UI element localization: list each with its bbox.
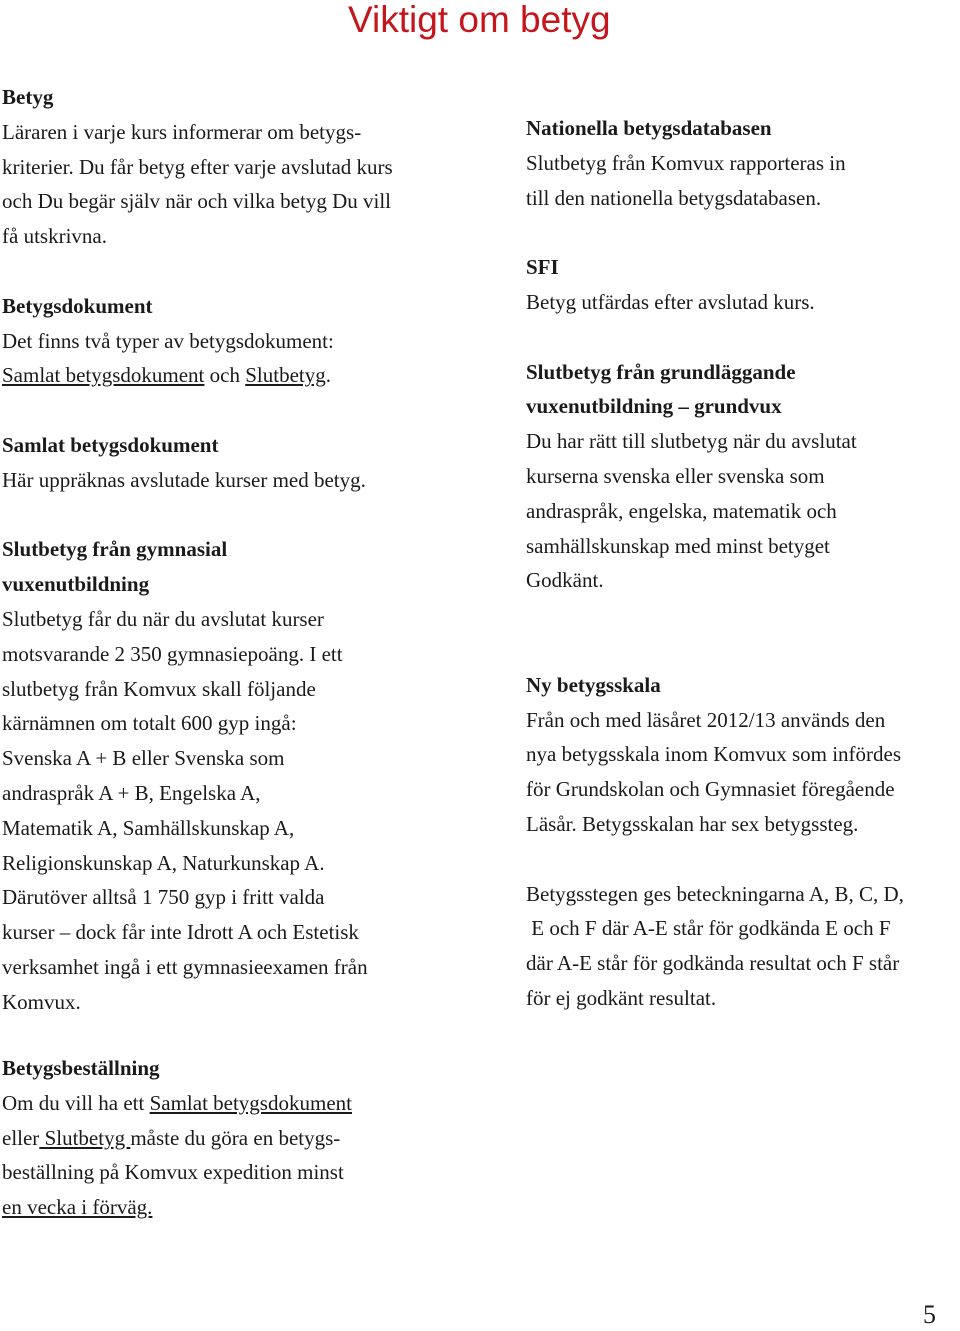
section-grundvux [526, 355, 960, 599]
text-line: få utskrivna. [2, 224, 107, 249]
section-skala [526, 668, 960, 842]
text-line: andraspråk A + B, Engelska A, [2, 780, 261, 805]
section-heading: Samlat betygsdokument [2, 432, 219, 457]
text-line: nya betygsskala inom Komvux som infördes [526, 742, 902, 767]
section-heading: Betygsdokument [2, 293, 153, 318]
text-line: motsvarande 2 350 gymnasiepoäng. I ett [2, 641, 343, 666]
text-line: Betyg utfärdas efter avslutad kurs. [526, 289, 815, 314]
section-heading: SFI [526, 255, 559, 280]
text-line: andraspråk, engelska, matematik och [526, 498, 837, 523]
page-number: 5 [923, 1300, 936, 1329]
text-line: kurser – dock får inte Idrott A och Estetisk [2, 920, 359, 945]
right-column [526, 111, 960, 1016]
text-line: Matematik A, Samhällskunskap A, [2, 815, 295, 840]
text-line: slutbetyg från Komvux skall följande [2, 676, 316, 701]
text-line: Godkänt. [526, 568, 604, 593]
text-line: Slutbetyg från Komvux rapporteras in [526, 150, 846, 175]
text-line: och Du begär själv när och vilka betyg Du vill [2, 189, 391, 214]
text-line: E och F där A-E står för godkända E och F [526, 916, 891, 941]
section-databas [526, 111, 960, 215]
text-line: där A-E står för godkända resultat och F står [526, 951, 900, 976]
text-line: samhällskunskap med minst betyget [526, 533, 830, 558]
text-line: Komvux. [2, 989, 81, 1014]
text-fragment: . [325, 363, 331, 388]
text-fragment: Om du vill ha ett [2, 1090, 150, 1115]
text-line: Läraren i varje kurs informerar om betygs- [2, 119, 362, 144]
text-line: Därutöver alltså 1 750 gyp i fritt valda [2, 885, 325, 910]
text-line: kärnämnen om totalt 600 gyp ingå: [2, 711, 297, 736]
text-line: kriterier. Du får betyg efter varje avslutad kurs [2, 154, 393, 179]
slutbetyg-link[interactable]: Slutbetyg [39, 1125, 131, 1150]
section-heading: vuxenutbildning – grundvux [526, 394, 782, 419]
text-line: Betygsstegen ges beteckningarna A, B, C, D, [526, 881, 904, 906]
samlat-betygsdokument-link[interactable]: Samlat betygsdokument [149, 1090, 352, 1115]
section-betygsdokument [2, 289, 472, 393]
text-line: Religionskunskap A, Naturkunskap A. [2, 850, 325, 875]
text-fragment: och [204, 363, 246, 388]
section-samlat [2, 428, 472, 498]
section-heading: vuxenutbildning [2, 572, 150, 597]
text-line: Från och med läsåret 2012/13 används den [526, 707, 886, 732]
text-line: Slutbetyg får du när du avslutat kurser [2, 606, 324, 631]
section-gymnasial [2, 532, 472, 1019]
section-heading: Slutbetyg från gymnasial [2, 537, 228, 562]
page-title: Viktigt om betyg [348, 0, 611, 40]
text-line: Du har rätt till slutbetyg när du avslutat [526, 429, 857, 454]
text-line [2, 1190, 472, 1225]
text-line: verksamhet ingå i ett gymnasieexamen från [2, 954, 368, 979]
slutbetyg-link[interactable]: Slutbetyg [245, 363, 326, 388]
text-line: för Grundskolan och Gymnasiet föregående [526, 777, 895, 802]
section-steg [526, 877, 960, 1016]
en-vecka-link[interactable]: en vecka i förväg. [2, 1195, 153, 1220]
text-line: Det finns två typer av betygsdokument: [2, 328, 334, 353]
text-line: kurserna svenska eller svenska som [526, 463, 825, 488]
section-heading: Ny betygsskala [526, 672, 661, 697]
text-fragment: måste du göra en betygs- [130, 1125, 341, 1150]
section-heading: Slutbetyg från grundläggande [526, 359, 796, 384]
text-line: Svenska A + B eller Svenska som [2, 746, 285, 771]
text-line: för ej godkänt resultat. [526, 985, 717, 1010]
text-line: Läsår. Betygsskalan har sex betygssteg. [526, 811, 859, 836]
text-line [2, 1121, 472, 1156]
section-betyg [2, 80, 472, 254]
section-heading: Betygsbeställning [2, 1056, 160, 1080]
text-line [2, 358, 472, 393]
text-line [2, 1086, 472, 1121]
section-bestallning [2, 1051, 472, 1225]
text-line: beställning på Komvux expedition minst [2, 1160, 344, 1185]
left-column [2, 80, 472, 1020]
text-fragment: eller [2, 1125, 40, 1150]
section-sfi [526, 250, 960, 320]
section-heading: Nationella betygsdatabasen [526, 116, 772, 140]
text-line: Här uppräknas avslutade kurser med betyg. [2, 467, 366, 492]
samlat-betygsdokument-link[interactable]: Samlat betygsdokument [2, 363, 205, 388]
text-line: till den nationella betygsdatabasen. [526, 185, 822, 210]
section-heading: Betyg [2, 85, 54, 109]
